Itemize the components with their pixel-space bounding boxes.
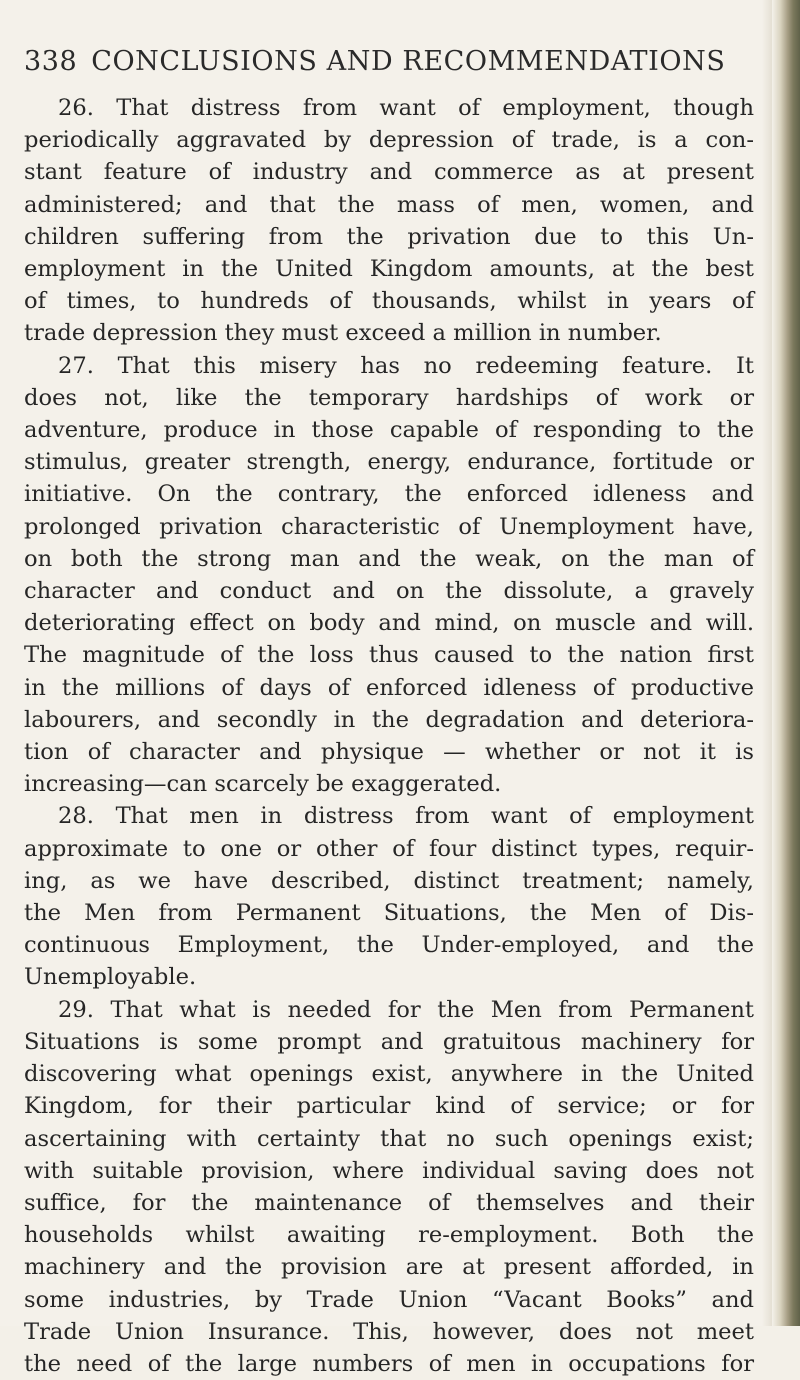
page-gutter-shadow	[762, 0, 772, 1326]
text-line: periodically aggravated by depression of trade, is a con-	[24, 127, 754, 154]
text-line: some industries, by Trade Union “Vacant Books” and	[24, 1286, 754, 1313]
text-line: increasing—can scarcely be exaggerated.	[24, 771, 502, 798]
text-line: the Men from Permanent Situations, the Men of Dis-	[24, 900, 754, 927]
paragraph-28	[24, 800, 754, 993]
text-line: Unemployable.	[24, 964, 197, 991]
text-line: adventure, produce in those capable of responding to the	[24, 417, 754, 444]
page-number: 338	[24, 46, 78, 77]
text-line: the need of the large numbers of men in occupations for	[24, 1350, 754, 1377]
text-line: machinery and the provision are at present afforded, in	[24, 1254, 754, 1281]
text-line: administered; and that the mass of men, women, and	[24, 191, 754, 218]
text-line: Trade Union Insurance. This, however, does not meet	[24, 1318, 754, 1345]
text-line: Situations is some prompt and gratuitous machinery for	[24, 1028, 754, 1055]
text-line: households whilst awaiting re-employment. Both the	[24, 1222, 754, 1249]
paragraph-26	[24, 92, 754, 350]
text-line: stant feature of industry and commerce as at present	[24, 159, 754, 186]
text-line: continuous Employment, the Under-employed, and the	[24, 932, 754, 959]
text-line: on both the strong man and the weak, on the man of	[24, 545, 754, 572]
text-line: ing, as we have described, distinct treatment; namely,	[24, 867, 754, 894]
text-line: in the millions of days of enforced idleness of productive	[24, 674, 754, 701]
text-line: Kingdom, for their particular kind of service; or for	[24, 1093, 754, 1120]
text-line: suffice, for the maintenance of themselves and their	[24, 1189, 754, 1216]
text-line: labourers, and secondly in the degradation and deteriora-	[24, 706, 754, 733]
running-header	[24, 46, 764, 77]
text-line: children suffering from the privation due to this Un-	[24, 223, 754, 250]
text-line: with suitable provision, where individual saving does not	[24, 1157, 754, 1184]
text-line: 28. That men in distress from want of employment	[58, 803, 754, 830]
body-text	[24, 92, 754, 1380]
text-line: stimulus, greater strength, energy, endurance, fortitude or	[24, 449, 754, 476]
text-line: tion of character and physique — whether or not it is	[24, 739, 754, 766]
text-line: 26. That distress from want of employment, though	[58, 95, 754, 121]
text-line: The magnitude of the loss thus caused to the nation first	[24, 642, 754, 669]
text-line: does not, like the temporary hardships of work or	[24, 384, 754, 411]
text-line: character and conduct and on the dissolute, a gravely	[24, 578, 754, 605]
text-line: deteriorating effect on body and mind, on muscle and will.	[24, 610, 754, 637]
text-line: prolonged privation characteristic of Unemployment have,	[24, 513, 754, 540]
paragraph-27	[24, 350, 754, 801]
text-line: discovering what openings exist, anywhere in the United	[24, 1061, 754, 1088]
text-line: of times, to hundreds of thousands, whilst in years of	[24, 288, 754, 315]
text-line: 27. That this misery has no redeeming feature. It	[58, 352, 754, 379]
paragraph-29	[24, 994, 754, 1380]
text-line: ascertaining with certainty that no such openings exist;	[24, 1125, 754, 1152]
page-binding-edge	[772, 0, 800, 1326]
chapter-title: CONCLUSIONS AND RECOMMENDATIONS	[91, 46, 726, 77]
text-line: trade depression they must exceed a million in number.	[24, 320, 662, 347]
text-line: initiative. On the contrary, the enforced idleness and	[24, 481, 754, 508]
text-line: approximate to one or other of four distinct types, requir-	[24, 835, 754, 862]
text-line: employment in the United Kingdom amounts, at the best	[24, 256, 754, 283]
text-line: 29. That what is needed for the Men from Permanent	[58, 996, 754, 1023]
